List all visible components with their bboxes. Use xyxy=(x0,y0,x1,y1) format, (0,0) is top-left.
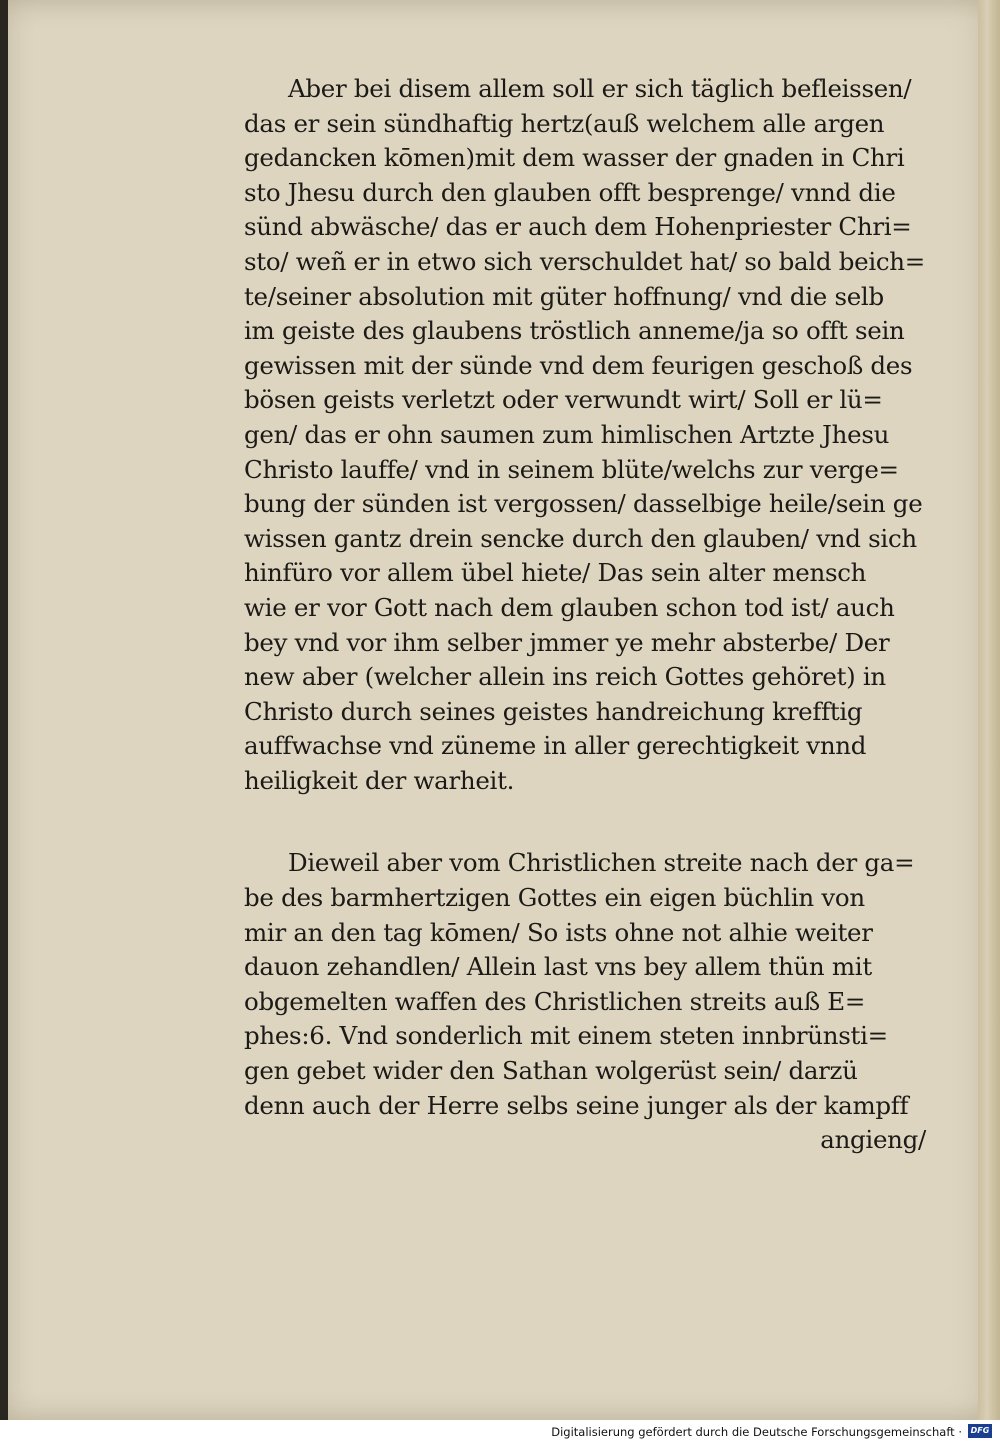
text-line: heiligkeit der warheit. xyxy=(244,765,515,795)
text-line: das er sein sündhaftig hertz(auß welchem alle argen xyxy=(244,108,885,138)
text-line: new aber (welcher allein ins reich Gottes gehöret) in xyxy=(244,662,886,692)
dfg-logo-icon: DFG xyxy=(968,1424,992,1438)
text-line: sto/ weñ er in etwo sich verschuldet hat/ so bald beich= xyxy=(244,246,925,276)
text-line: bung der sünden ist vergossen/ dasselbige heile/sein ge xyxy=(244,489,923,519)
text-line: gen/ das er ohn saumen zum himlischen Artzte Jhesu xyxy=(244,419,890,449)
footer-bar xyxy=(0,1420,1000,1444)
text-line: sto Jhesu durch den glauben offt besprenge/ vnnd die xyxy=(244,177,896,207)
page-edge xyxy=(978,0,1000,1420)
text-line: Dieweil aber vom Christlichen streite nach der ga= xyxy=(288,848,915,878)
text-line: wissen gantz drein sencke durch den glauben/ vnd sich xyxy=(244,523,917,553)
catchword: angieng/ xyxy=(820,1125,926,1155)
text-line: Christo lauffe/ vnd in seinem blüte/welchs zur verge= xyxy=(244,454,899,484)
text-line: gedancken kōmen)mit dem wasser der gnaden in Chri xyxy=(244,143,905,173)
text-line: im geiste des glaubens tröstlich anneme/ja so offt sein xyxy=(244,316,905,346)
paragraph-1 xyxy=(244,72,944,798)
text-line: hinfüro vor allem übel hiete/ Das sein alter mensch xyxy=(244,558,867,588)
text-line: obgemelten waffen des Christlichen streits auß E= xyxy=(244,986,866,1016)
text-line: Aber bei disem allem soll er sich täglich befleissen/ xyxy=(288,74,912,103)
text-line: dauon zehandlen/ Allein last vns bey allem thün mit xyxy=(244,952,872,982)
funding-notice: Digitalisierung gefördert durch die Deutsche Forschungsgemeinschaft · xyxy=(551,1425,962,1439)
text-line: bey vnd vor ihm selber jmmer ye mehr absterbe/ Der xyxy=(244,627,890,657)
text-line: wie er vor Gott nach dem glauben schon tod ist/ auch xyxy=(244,592,895,622)
paragraph-2 xyxy=(244,846,944,1157)
text-line: denn auch der Herre selbs seine junger als der kampff xyxy=(244,1090,909,1120)
text-line: gewissen mit der sünde vnd dem feurigen geschoß des xyxy=(244,350,913,380)
text-line: mir an den tag kōmen/ So ists ohne not alhie weiter xyxy=(244,917,873,947)
text-line: gen gebet wider den Sathan wolgerüst sein/ darzü xyxy=(244,1056,858,1086)
text-line: te/seiner absolution mit güter hoffnung/ vnd die selb xyxy=(244,281,884,311)
body-text xyxy=(244,72,944,1158)
text-line: Christo durch seines geistes handreichung krefftig xyxy=(244,696,863,726)
text-line: sünd abwäsche/ das er auch dem Hohenpriester Chri= xyxy=(244,212,912,242)
text-line: bösen geists verletzt oder verwundt wirt/ Soll er lü= xyxy=(244,385,883,415)
page-gutter-shadow xyxy=(0,0,8,1420)
text-line: be des barmhertzigen Gottes ein eigen büchlin von xyxy=(244,883,865,913)
text-line: phes:6. Vnd sonderlich mit einem steten innbrünsti= xyxy=(244,1021,888,1051)
text-line: auffwachse vnd züneme in aller gerechtigkeit vnnd xyxy=(244,731,867,761)
